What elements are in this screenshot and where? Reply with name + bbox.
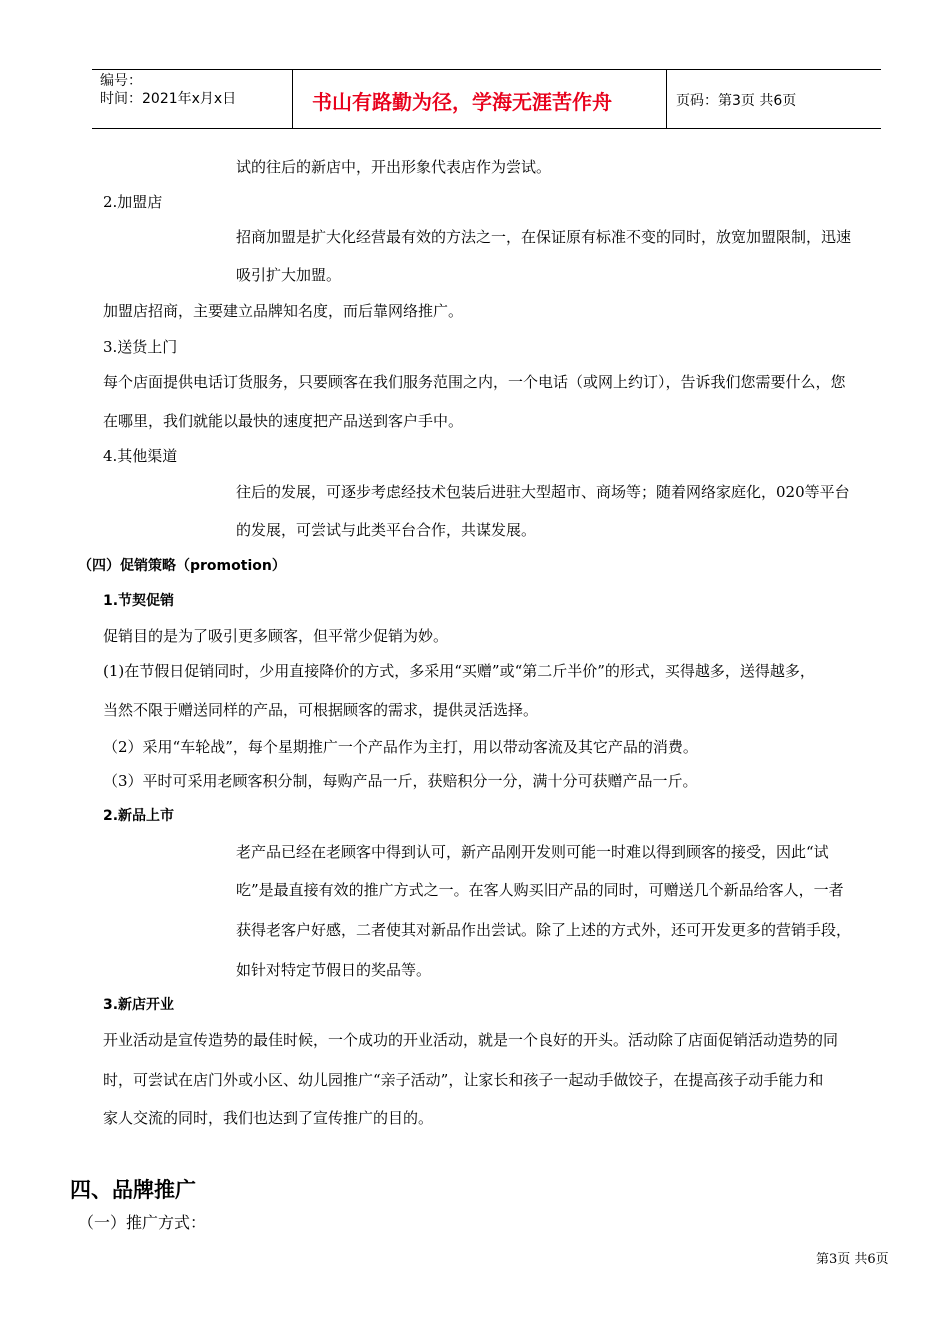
body-line: （2）采用“车轮战”，每个星期推广一个产品作为主打，用以带动客流及其它产品的消费。 (103, 738, 698, 756)
subsection-heading-methods: （一）推广方式： (78, 1213, 207, 1232)
body-line: 开业活动是宣传造势的最佳时候，一个成功的开业活动，就是一个良好的开头。活动除了店面促销活动造势的同 (103, 1031, 839, 1049)
header-page-label: 页码：第3页 共6页 (676, 93, 797, 109)
header-top-rule (92, 69, 881, 70)
footer-page-number: 第3页 共6页 (816, 1252, 889, 1267)
body-line: 老产品已经在老顾客中得到认可，新产品刚开发则可能一时难以得到顾客的接受，因此“试 (236, 843, 829, 861)
body-line: 如针对特定节假日的奖品等。 (236, 961, 432, 979)
body-line: 试的往后的新店中，开出形象代表店作为尝试。 (236, 158, 552, 176)
body-line: 时，可尝试在店门外或小区、幼儿园推广“亲子活动”，让家长和孩子一起动手做饺子，在提高孩子动手能力和 (103, 1071, 824, 1089)
body-line: 的发展，可尝试与此类平台合作，共谋发展。 (236, 521, 537, 539)
body-line: 往后的发展，可逐步考虑经技术包装后进驻大型超市、商场等；随着网络家庭化，020等平台 (236, 483, 850, 501)
header-divider-1 (292, 69, 293, 128)
chapter-heading-brand-promotion: 四、品牌推广 (70, 1178, 196, 1202)
body-line: 招商加盟是扩大化经营最有效的方法之一，在保证原有标准不变的同时，放宽加盟限制，迅速 (236, 228, 852, 246)
body-line: 促销目的是为了吸引更多顾客，但平常少促销为妙。 (103, 627, 449, 645)
header-bottom-rule (92, 128, 881, 129)
header-divider-2 (666, 69, 667, 128)
subheading-holiday-promo: 1.节契促销 (103, 593, 175, 609)
subheading-other-channels: 4.其他渠道 (103, 447, 178, 465)
body-line: 家人交流的同时，我们也达到了宣传推广的目的。 (103, 1109, 434, 1127)
body-line: 加盟店招商，主要建立品牌知名度，而后靠网络推广。 (103, 302, 464, 320)
body-line: 当然不限于赠送同样的产品，可根据顾客的需求，提供灵活选择。 (103, 701, 539, 719)
subheading-franchise: 2.加盟店 (103, 193, 163, 211)
subheading-delivery: 3.送货上门 (103, 338, 178, 356)
body-line: 每个店面提供电话订货服务，只要顾客在我们服务范围之内，一个电话（或网上约订），告诉我们您需要什么，您 (103, 373, 846, 391)
body-line: (1)在节假日促销同时，少用直接降价的方式，多采用“买赠”或“第二斤半价”的形式，买得越多，送得越多， (103, 662, 815, 680)
body-line: 在哪里，我们就能以最快的速度把产品送到客户手中。 (103, 412, 464, 430)
subheading-store-opening: 3.新店开业 (103, 997, 175, 1013)
header-number-label: 编号： (100, 73, 142, 89)
header-motto: 书山有路勤为径，学海无涯苦作舟 (312, 90, 612, 114)
body-line: 吸引扩大加盟。 (236, 266, 342, 284)
body-line: （3）平时可采用老顾客积分制，每购产品一斤，获赔积分一分，满十分可获赠产品一斤。 (103, 772, 698, 790)
body-line: 吃”是最直接有效的推广方式之一。在客人购买旧产品的同时，可赠送几个新品给客人，一者 (236, 881, 844, 899)
section-heading-promotion: （四）促销策略（promotion） (78, 558, 286, 574)
header-time-label: 时间：2021年x月x日 (100, 91, 237, 107)
subheading-new-product: 2.新品上市 (103, 808, 175, 824)
body-line: 获得老客户好感，二者使其对新品作出尝试。除了上述的方式外，还可开发更多的营销手段， (236, 921, 852, 939)
